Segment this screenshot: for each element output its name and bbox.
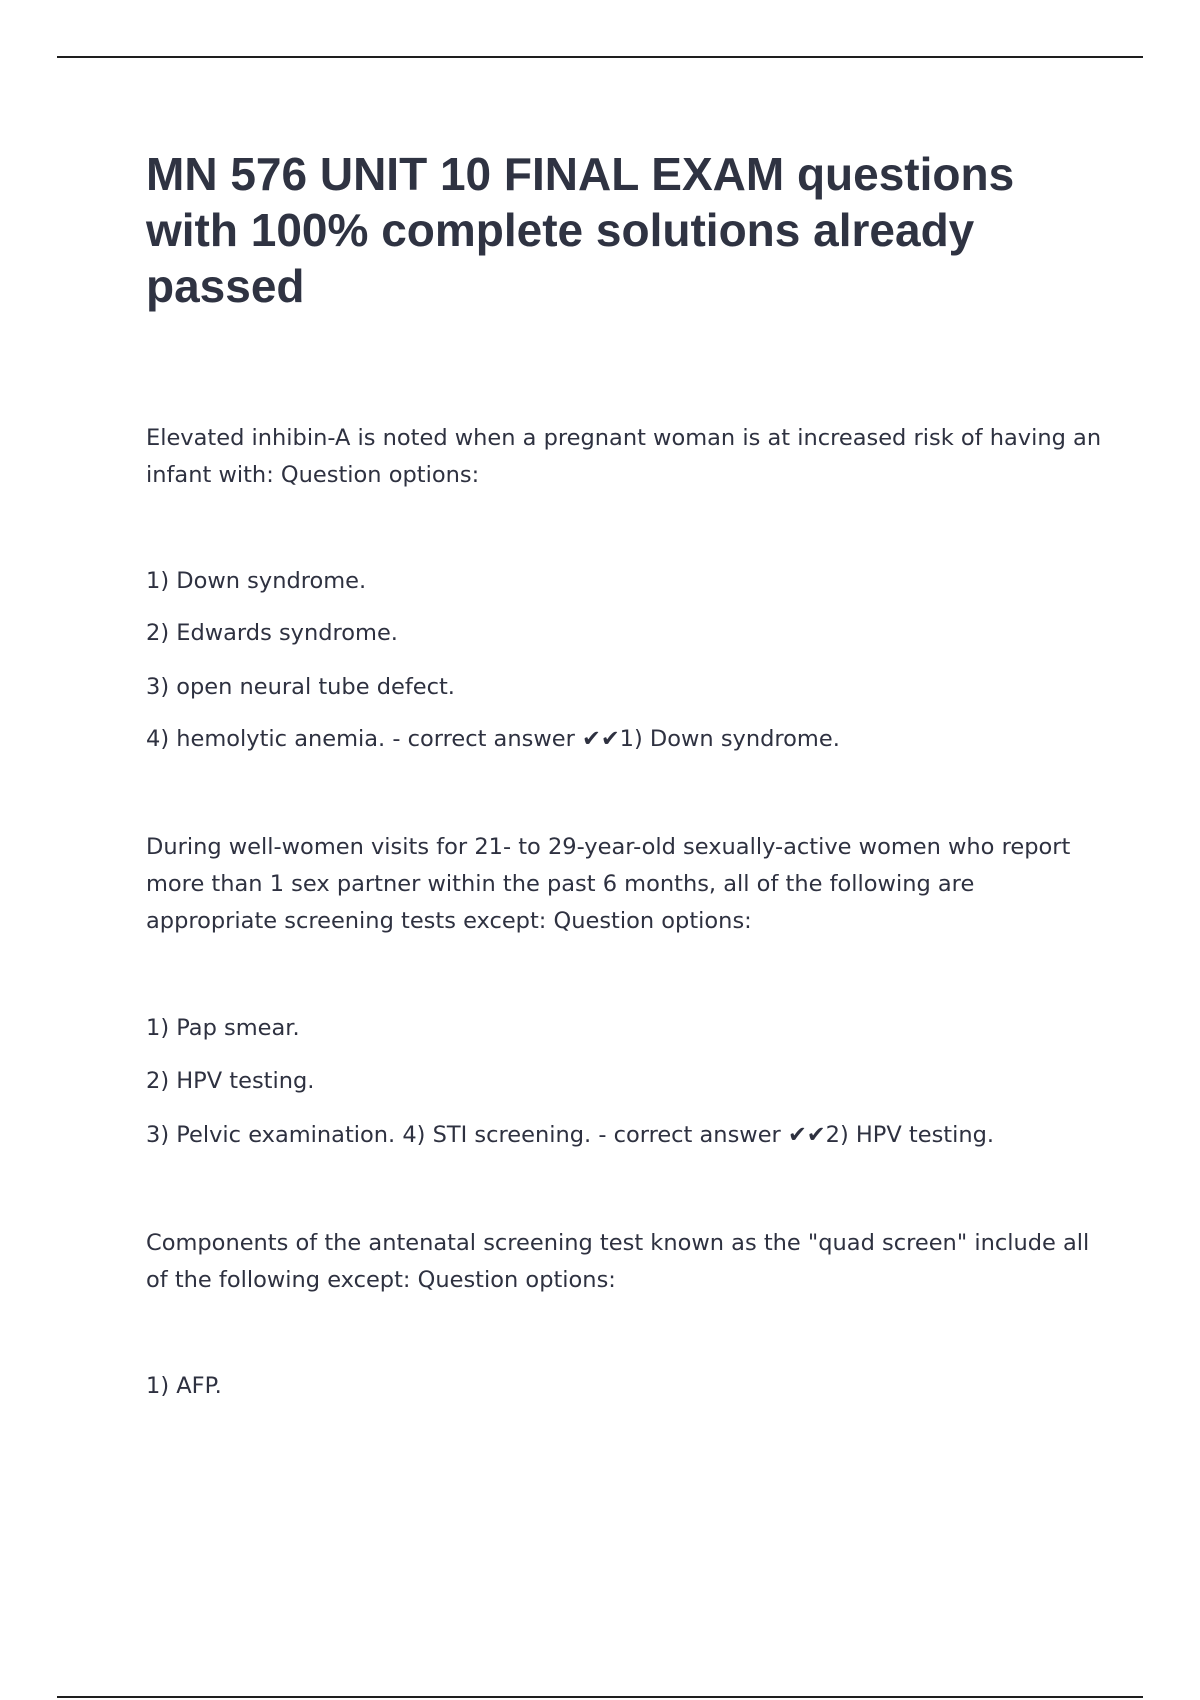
question-3-prompt: Components of the antenatal screening test known as the "quad screen" include all of the following except: Question options:	[146, 1230, 1090, 1293]
question-2-option-2: 2) HPV testing.	[146, 1068, 315, 1094]
question-1-option-1: 1) Down syndrome.	[146, 568, 367, 594]
question-1-option-4-answer: 4) hemolytic anemia. - correct answer ✔✔1) Down syndrome.	[146, 726, 840, 752]
document-title: MN 576 UNIT 10 FINAL EXAM questions with 100% complete solutions already passed	[146, 148, 1015, 312]
question-2-prompt: During well-women visits for 21- to 29-year-old sexually-active women who report more than 1 sex partner within the past 6 months, all of the following are appropriate screening tests except: Question options:	[146, 834, 1071, 934]
question-3-option-1: 1) AFP.	[146, 1373, 222, 1399]
question-2-option-1: 1) Pap smear.	[146, 1015, 300, 1041]
question-1-option-2: 2) Edwards syndrome.	[146, 620, 398, 646]
bottom-rule	[57, 1696, 1143, 1698]
question-1-option-3: 3) open neural tube defect.	[146, 674, 455, 700]
question-1-prompt: Elevated inhibin-A is noted when a pregnant woman is at increased risk of having an infant with: Question options:	[146, 425, 1102, 488]
top-rule	[57, 56, 1143, 58]
question-2-option-3-answer: 3) Pelvic examination. 4) STI screening. - correct answer ✔✔2) HPV testing.	[146, 1122, 995, 1148]
